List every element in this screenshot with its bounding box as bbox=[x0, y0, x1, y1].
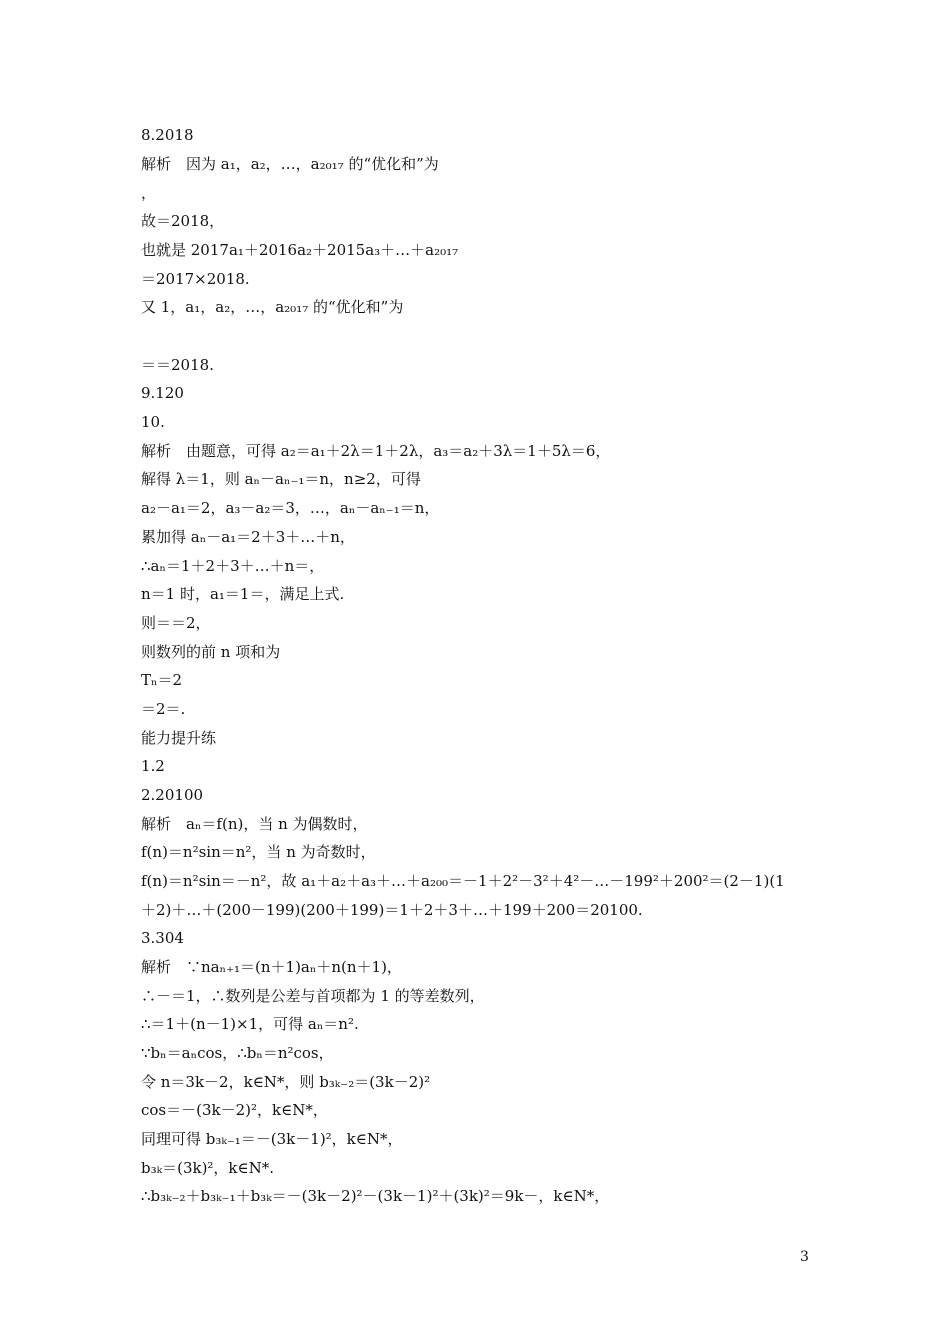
text-line: 也就是 2017a₁＋2016a₂＋2015a₃＋…＋a₂₀₁₇ bbox=[141, 241, 459, 259]
text-line: 令 n＝3k－2，k∈N*，则 b₃ₖ₋₂＝(3k－2)² bbox=[141, 1073, 431, 1091]
text-line: 9.120 bbox=[141, 384, 184, 402]
text-line: ∴aₙ＝1＋2＋3＋…＋n＝， bbox=[141, 557, 325, 575]
text-line: 1.2 bbox=[141, 757, 165, 775]
text-line: 能力提升练 bbox=[141, 729, 217, 747]
text-line: ＝2017×2018. bbox=[141, 270, 250, 288]
text-line: Tₙ＝2 bbox=[141, 671, 183, 689]
text-line: f(n)＝n²sin＝n²，当 n 为奇数时， bbox=[141, 843, 376, 861]
text-line: 8.2018 bbox=[141, 126, 194, 144]
text-line: b₃ₖ＝(3k)²，k∈N*. bbox=[141, 1159, 275, 1177]
text-line: ∴b₃ₖ₋₂＋b₃ₖ₋₁＋b₃ₖ＝－(3k－2)²－(3k－1)²＋(3k)²＝9k－，k∈N*， bbox=[141, 1187, 610, 1205]
text-line: 又 1，a₁，a₂，…，a₂₀₁₇ 的“优化和”为 bbox=[141, 298, 404, 316]
text-line: n＝1 时，a₁＝1＝，满足上式. bbox=[141, 585, 345, 603]
text-line: 解析 因为 a₁，a₂，…，a₂₀₁₇ 的“优化和”为 bbox=[141, 155, 439, 173]
text-line: ＋2)＋…＋(200－199)(200＋199)＝1＋2＋3＋…＋199＋200＝20100. bbox=[141, 901, 643, 919]
text-line: 累加得 aₙ－a₁＝2＋3＋…＋n， bbox=[141, 528, 355, 546]
text-line: f(n)＝n²sin＝－n²，故 a₁＋a₂＋a₃＋…＋a₂₀₀＝－1＋2²－3²＋4²－…－199²＋200²＝(2－1)(1 bbox=[141, 872, 785, 890]
text-line: 3.304 bbox=[141, 929, 184, 947]
text-line: a₂－a₁＝2，a₃－a₂＝3，…，aₙ－aₙ₋₁＝n， bbox=[141, 499, 440, 517]
text-line: 则＝＝2， bbox=[141, 614, 211, 632]
text-line: ＝＝2018. bbox=[141, 356, 214, 374]
text-line: 则数列的前 n 项和为 bbox=[141, 643, 281, 661]
text-line: 故＝2018， bbox=[141, 212, 225, 230]
text-line: ∵bₙ＝aₙcos，∴bₙ＝n²cos， bbox=[141, 1044, 334, 1062]
text-line: 解得 λ＝1，则 aₙ－aₙ₋₁＝n，n≥2，可得 bbox=[141, 470, 421, 488]
text-line: ＝2＝. bbox=[141, 700, 186, 718]
text-line: 解析 aₙ＝f(n)，当 n 为偶数时， bbox=[141, 815, 368, 833]
text-line: ∴－＝1，∴数列是公差与首项都为 1 的等差数列， bbox=[141, 987, 485, 1005]
page-number: 3 bbox=[800, 1249, 809, 1265]
text-line: 同理可得 b₃ₖ₋₁＝－(3k－1)²，k∈N*， bbox=[141, 1130, 403, 1148]
text-line: ∴＝1＋(n－1)×1，可得 aₙ＝n². bbox=[141, 1015, 359, 1033]
text-line: 解析 ∵naₙ₊₁＝(n＋1)aₙ＋n(n＋1)， bbox=[141, 958, 402, 976]
text-line: ， bbox=[141, 184, 157, 202]
text-line: cos＝－(3k－2)²，k∈N*， bbox=[141, 1101, 328, 1119]
text-line: 解析 由题意，可得 a₂＝a₁＋2λ＝1＋2λ，a₃＝a₂＋3λ＝1＋5λ＝6， bbox=[141, 442, 611, 460]
text-line: 10. bbox=[141, 413, 165, 431]
text-line: 2.20100 bbox=[141, 786, 204, 804]
